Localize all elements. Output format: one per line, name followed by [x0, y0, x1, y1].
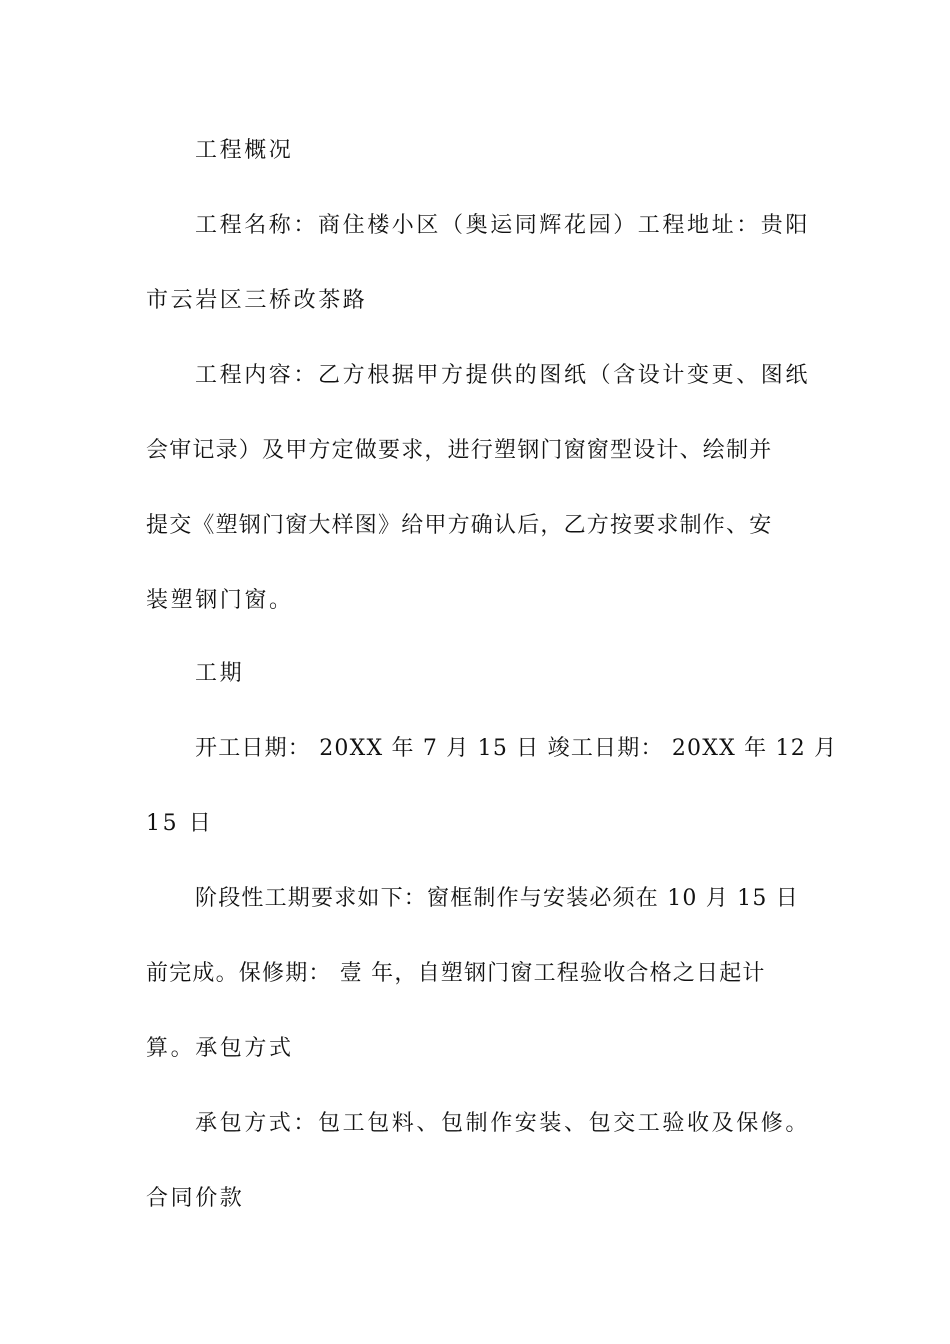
paragraph-line: 市云岩区三桥改茶路 [146, 288, 368, 313]
paragraph-line: 开工日期： 20XX 年 7 月 15 日 竣工日期： 20XX 年 12 月 [195, 736, 838, 761]
paragraph-line: 前完成。保修期： 壹 年，自塑钢门窗工程验收合格之日起计 [146, 961, 766, 986]
paragraph-line: 15 日 [146, 811, 214, 836]
section-heading-schedule: 工期 [195, 661, 245, 686]
paragraph-line: 算。承包方式 [146, 1036, 294, 1061]
paragraph-line: 提交《塑钢门窗大样图》给甲方确认后，乙方按要求制作、安 [146, 513, 773, 538]
paragraph-line: 工程内容：乙方根据甲方提供的图纸（含设计变更、图纸 [195, 363, 811, 388]
paragraph-line: 阶段性工期要求如下：窗框制作与安装必须在 10 月 15 日 [195, 886, 799, 911]
section-heading-overview: 工程概况 [195, 138, 294, 163]
paragraph-line: 会审记录）及甲方定做要求，进行塑钢门窗窗型设计、绘制并 [146, 438, 773, 463]
paragraph-line: 工程名称：商住楼小区（奥运同辉花园）工程地址：贵阳 [195, 213, 811, 238]
paragraph-line: 装塑钢门窗。 [146, 588, 294, 613]
section-heading-contract-price: 合同价款 [146, 1186, 245, 1211]
paragraph-line: 承包方式：包工包料、包制作安装、包交工验收及保修。 [195, 1111, 811, 1136]
